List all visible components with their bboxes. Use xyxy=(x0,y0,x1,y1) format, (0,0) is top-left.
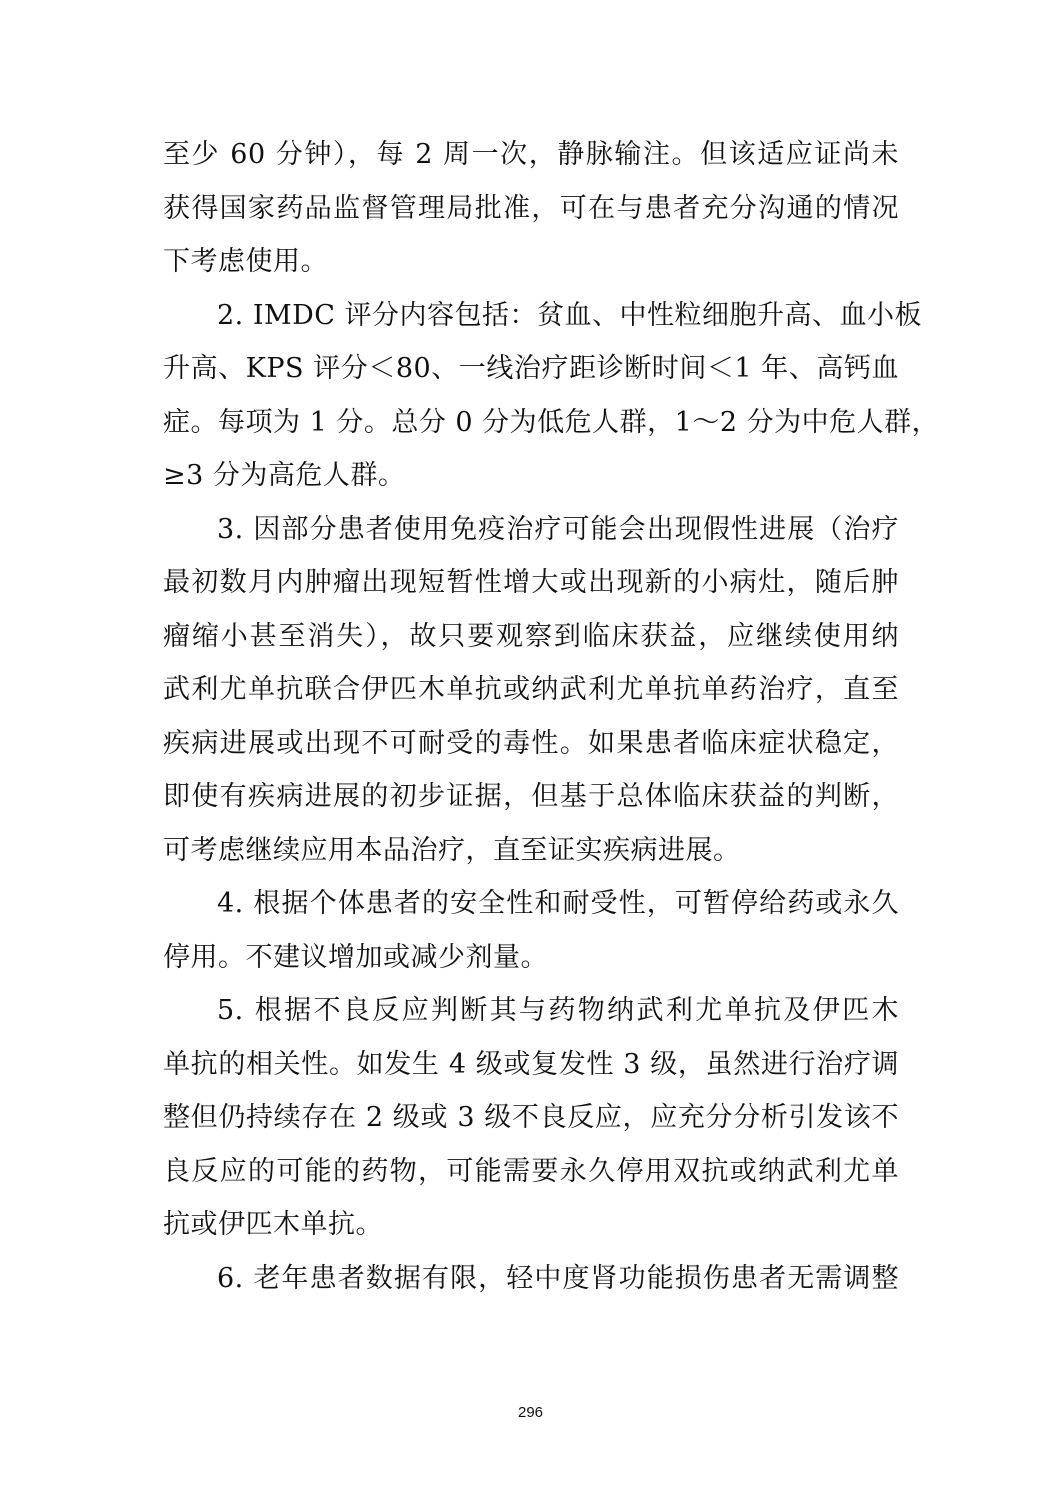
text-line: 升高、KPS 评分＜80、一线治疗距诊断时间＜1 年、高钙血 xyxy=(163,353,899,384)
text-line: 抗或伊匹木单抗。 xyxy=(163,1209,383,1240)
text-line: 4. 根据个体患者的安全性和耐受性，可暂停给药或永久 xyxy=(217,888,899,919)
page-number: 296 xyxy=(517,1404,544,1421)
text-line: 6. 老年患者数据有限，轻中度肾功能损伤患者无需调整 xyxy=(217,1262,899,1294)
paragraph-item-6 xyxy=(163,1252,899,1306)
text-line: 疾病进展或出现不可耐受的毒性。如果患者临床症状稳定， xyxy=(163,727,899,759)
text-line: 瘤缩小甚至消失），故只要观察到临床获益，应继续使用纳 xyxy=(163,620,899,652)
paragraph-item-5 xyxy=(163,984,899,1252)
text-line: 2. IMDC 评分内容包括：贫血、中性粒细胞升高、血小板 xyxy=(217,299,923,331)
text-line: 5. 根据不良反应判断其与药物纳武利尤单抗及伊匹木 xyxy=(217,995,899,1026)
text-line: 武利尤单抗联合伊匹木单抗或纳武利尤单抗单药治疗，直至 xyxy=(163,674,899,705)
text-line: 良反应的可能的药物，可能需要永久停用双抗或纳武利尤单 xyxy=(163,1155,899,1187)
paragraph-item-2 xyxy=(163,289,940,503)
paragraph-item-4 xyxy=(163,877,899,984)
text-line: 下考虑使用。 xyxy=(163,246,328,277)
text-line: 至少 60 分钟），每 2 周一次，静脉输注。但该适应证尚未 xyxy=(163,139,899,170)
text-line: 最初数月内肿瘤出现短暂性增大或出现新的小病灶，随后肿 xyxy=(163,567,899,598)
text-line: 症。每项为 1 分。总分 0 分为低危人群，1～2 分为中危人群， xyxy=(163,406,940,438)
text-line: 单抗的相关性。如发生 4 级或复发性 3 级，虽然进行治疗调 xyxy=(163,1048,899,1080)
text-line: 可考虑继续应用本品治疗，直至证实疾病进展。 xyxy=(163,834,741,866)
paragraph-item-3 xyxy=(163,503,899,878)
text-line: 停用。不建议增加或减少剂量。 xyxy=(163,941,548,973)
text-line: 整但仍持续存在 2 级或 3 级不良反应，应充分分析引发该不 xyxy=(163,1102,899,1133)
paragraph-continuation xyxy=(163,128,899,289)
text-line: 3. 因部分患者使用免疫治疗可能会出现假性进展（治疗 xyxy=(217,513,899,545)
text-line: ≥3 分为高危人群。 xyxy=(163,460,406,491)
text-line: 即使有疾病进展的初步证据，但基于总体临床获益的判断， xyxy=(163,781,899,812)
body-text xyxy=(163,128,940,1305)
text-line: 获得国家药品监督管理局批准，可在与患者充分沟通的情况 xyxy=(163,192,899,224)
